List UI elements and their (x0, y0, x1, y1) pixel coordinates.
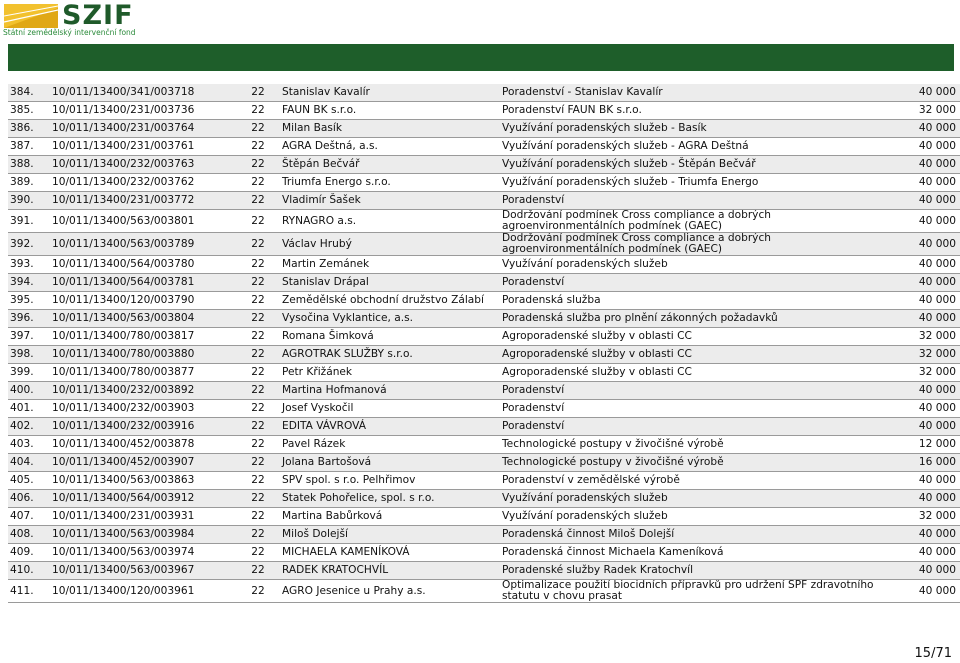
row-registration-id: 10/011/13400/780/003877 (50, 364, 236, 382)
row-recipient-name: EDITA VÁVROVÁ (280, 418, 500, 436)
row-registration-id: 10/011/13400/563/003984 (50, 526, 236, 544)
table-row (8, 138, 960, 156)
table-row (8, 580, 960, 603)
row-code: 22 (236, 156, 280, 174)
row-number: 397. (8, 328, 50, 346)
row-recipient-name: Martin Zemánek (280, 256, 500, 274)
header-bar (8, 44, 954, 71)
row-amount: 40 000 (894, 84, 960, 102)
page-header (0, 0, 960, 42)
row-description: Využívání poradenských služeb (500, 256, 894, 274)
table-row (8, 120, 960, 138)
row-number: 406. (8, 490, 50, 508)
row-amount: 40 000 (894, 174, 960, 192)
table-row (8, 562, 960, 580)
row-amount: 40 000 (894, 472, 960, 490)
row-registration-id: 10/011/13400/564/003781 (50, 274, 236, 292)
row-amount: 40 000 (894, 233, 960, 256)
row-code: 22 (236, 562, 280, 580)
row-registration-id: 10/011/13400/231/003772 (50, 192, 236, 210)
row-number: 388. (8, 156, 50, 174)
row-number: 396. (8, 310, 50, 328)
logo-text: SZIF (62, 0, 134, 31)
row-amount: 40 000 (894, 138, 960, 156)
row-number: 409. (8, 544, 50, 562)
row-description: Poradenství v zemědělské výrobě (500, 472, 894, 490)
row-code: 22 (236, 174, 280, 192)
row-number: 407. (8, 508, 50, 526)
row-code: 22 (236, 364, 280, 382)
logo-subtitle: Státní zemědělský intervenční fond (3, 28, 136, 37)
row-recipient-name: AGRO Jesenice u Prahy a.s. (280, 580, 500, 603)
row-recipient-name: Martina Hofmanová (280, 382, 500, 400)
row-number: 402. (8, 418, 50, 436)
row-code: 22 (236, 526, 280, 544)
row-description: Technologické postupy v živočišné výrobě (500, 436, 894, 454)
row-number: 400. (8, 382, 50, 400)
row-amount: 40 000 (894, 418, 960, 436)
row-description: Využívání poradenských služeb - Štěpán Bečvář (500, 156, 894, 174)
table-row (8, 310, 960, 328)
row-description: Poradenské služby Radek Kratochvíl (500, 562, 894, 580)
row-amount: 40 000 (894, 562, 960, 580)
row-registration-id: 10/011/13400/232/003892 (50, 382, 236, 400)
row-recipient-name: Štěpán Bečvář (280, 156, 500, 174)
row-amount: 32 000 (894, 328, 960, 346)
table-row (8, 102, 960, 120)
row-amount: 32 000 (894, 102, 960, 120)
row-amount: 12 000 (894, 436, 960, 454)
row-code: 22 (236, 418, 280, 436)
row-number: 405. (8, 472, 50, 490)
row-number: 387. (8, 138, 50, 156)
row-number: 385. (8, 102, 50, 120)
row-amount: 40 000 (894, 210, 960, 233)
row-recipient-name: Josef Vyskočil (280, 400, 500, 418)
row-description: Poradenství (500, 418, 894, 436)
row-code: 22 (236, 256, 280, 274)
row-amount: 40 000 (894, 156, 960, 174)
row-amount: 16 000 (894, 454, 960, 472)
row-description: Poradenství (500, 274, 894, 292)
row-code: 22 (236, 84, 280, 102)
row-code: 22 (236, 580, 280, 603)
row-description: Poradenství (500, 400, 894, 418)
row-recipient-name: Václav Hrubý (280, 233, 500, 256)
row-amount: 40 000 (894, 490, 960, 508)
row-code: 22 (236, 233, 280, 256)
row-description: Technologické postupy v živočišné výrobě (500, 454, 894, 472)
row-recipient-name: Miloš Dolejší (280, 526, 500, 544)
row-code: 22 (236, 544, 280, 562)
row-registration-id: 10/011/13400/231/003761 (50, 138, 236, 156)
row-number: 389. (8, 174, 50, 192)
row-code: 22 (236, 508, 280, 526)
row-code: 22 (236, 454, 280, 472)
row-registration-id: 10/011/13400/120/003961 (50, 580, 236, 603)
row-amount: 32 000 (894, 508, 960, 526)
row-description: Agroporadenské služby v oblasti CC (500, 364, 894, 382)
row-registration-id: 10/011/13400/231/003764 (50, 120, 236, 138)
row-recipient-name: Vladimír Šašek (280, 192, 500, 210)
row-code: 22 (236, 138, 280, 156)
row-recipient-name: Milan Basík (280, 120, 500, 138)
row-amount: 32 000 (894, 346, 960, 364)
row-description: Optimalizace použití biocidních přípravků pro udržení SPF zdravotního statutu v chovu prasat (500, 580, 894, 603)
table-row (8, 364, 960, 382)
table-row (8, 156, 960, 174)
row-code: 22 (236, 210, 280, 233)
row-recipient-name: Statek Pohořelice, spol. s r.o. (280, 490, 500, 508)
table-row (8, 472, 960, 490)
row-number: 398. (8, 346, 50, 364)
table-row (8, 84, 960, 102)
table-row (8, 274, 960, 292)
row-registration-id: 10/011/13400/452/003878 (50, 436, 236, 454)
row-code: 22 (236, 102, 280, 120)
row-amount: 40 000 (894, 526, 960, 544)
row-description: Dodržování podmínek Cross compliance a dobrých agroenvironmentálních podmínek (GAEC) (500, 233, 894, 256)
row-recipient-name: Jolana Bartošová (280, 454, 500, 472)
row-recipient-name: RYNAGRO a.s. (280, 210, 500, 233)
row-registration-id: 10/011/13400/563/003801 (50, 210, 236, 233)
row-number: 399. (8, 364, 50, 382)
row-registration-id: 10/011/13400/232/003762 (50, 174, 236, 192)
row-code: 22 (236, 436, 280, 454)
row-registration-id: 10/011/13400/231/003931 (50, 508, 236, 526)
row-code: 22 (236, 382, 280, 400)
row-recipient-name: Stanislav Drápal (280, 274, 500, 292)
row-description: Poradenská činnost Michaela Kameníková (500, 544, 894, 562)
row-description: Poradenství - Stanislav Kavalír (500, 84, 894, 102)
row-registration-id: 10/011/13400/452/003907 (50, 454, 236, 472)
row-code: 22 (236, 328, 280, 346)
row-code: 22 (236, 346, 280, 364)
row-registration-id: 10/011/13400/563/003804 (50, 310, 236, 328)
table-row (8, 174, 960, 192)
row-description: Využívání poradenských služeb - AGRA Deštná (500, 138, 894, 156)
row-description: Využívání poradenských služeb - Triumfa Energo (500, 174, 894, 192)
row-registration-id: 10/011/13400/564/003780 (50, 256, 236, 274)
row-description: Poradenství FAUN BK s.r.o. (500, 102, 894, 120)
row-amount: 40 000 (894, 120, 960, 138)
table-row (8, 233, 960, 256)
row-code: 22 (236, 310, 280, 328)
row-registration-id: 10/011/13400/563/003974 (50, 544, 236, 562)
row-amount: 40 000 (894, 192, 960, 210)
row-amount: 40 000 (894, 310, 960, 328)
table-row (8, 256, 960, 274)
row-code: 22 (236, 120, 280, 138)
table-row (8, 436, 960, 454)
szif-logo-icon (4, 4, 58, 28)
recipients-table (8, 84, 960, 603)
row-recipient-name: Romana Šimková (280, 328, 500, 346)
table-row (8, 454, 960, 472)
row-description: Poradenská činnost Miloš Dolejší (500, 526, 894, 544)
row-registration-id: 10/011/13400/120/003790 (50, 292, 236, 310)
row-amount: 40 000 (894, 400, 960, 418)
row-amount: 40 000 (894, 292, 960, 310)
row-description: Agroporadenské služby v oblasti CC (500, 328, 894, 346)
row-number: 410. (8, 562, 50, 580)
row-description: Využívání poradenských služeb (500, 508, 894, 526)
table-row (8, 210, 960, 233)
row-description: Využívání poradenských služeb - Basík (500, 120, 894, 138)
row-description: Dodržování podmínek Cross compliance a dobrých agroenvironmentálních podmínek (GAEC) (500, 210, 894, 233)
row-description: Agroporadenské služby v oblasti CC (500, 346, 894, 364)
row-registration-id: 10/011/13400/341/003718 (50, 84, 236, 102)
row-code: 22 (236, 292, 280, 310)
row-number: 390. (8, 192, 50, 210)
row-number: 401. (8, 400, 50, 418)
row-number: 392. (8, 233, 50, 256)
row-amount: 40 000 (894, 544, 960, 562)
row-code: 22 (236, 400, 280, 418)
row-recipient-name: RADEK KRATOCHVÍL (280, 562, 500, 580)
row-recipient-name: Triumfa Energo s.r.o. (280, 174, 500, 192)
table-row (8, 490, 960, 508)
row-description: Poradenská služba pro plnění zákonných požadavků (500, 310, 894, 328)
row-number: 393. (8, 256, 50, 274)
table-row (8, 544, 960, 562)
row-number: 391. (8, 210, 50, 233)
row-recipient-name: Pavel Rázek (280, 436, 500, 454)
row-registration-id: 10/011/13400/563/003789 (50, 233, 236, 256)
row-registration-id: 10/011/13400/232/003763 (50, 156, 236, 174)
row-registration-id: 10/011/13400/232/003916 (50, 418, 236, 436)
row-number: 386. (8, 120, 50, 138)
page-number: 15/71 (914, 646, 952, 661)
row-number: 394. (8, 274, 50, 292)
row-recipient-name: Martina Babůrková (280, 508, 500, 526)
row-code: 22 (236, 472, 280, 490)
row-registration-id: 10/011/13400/232/003903 (50, 400, 236, 418)
row-registration-id: 10/011/13400/563/003967 (50, 562, 236, 580)
row-number: 408. (8, 526, 50, 544)
row-description: Využívání poradenských služeb (500, 490, 894, 508)
table-row (8, 346, 960, 364)
row-description: Poradenská služba (500, 292, 894, 310)
row-recipient-name: Stanislav Kavalír (280, 84, 500, 102)
table-row (8, 508, 960, 526)
table-row (8, 292, 960, 310)
row-amount: 40 000 (894, 382, 960, 400)
row-amount: 40 000 (894, 274, 960, 292)
row-code: 22 (236, 490, 280, 508)
table-row (8, 400, 960, 418)
row-number: 384. (8, 84, 50, 102)
row-registration-id: 10/011/13400/563/003863 (50, 472, 236, 490)
row-number: 404. (8, 454, 50, 472)
row-registration-id: 10/011/13400/780/003880 (50, 346, 236, 364)
row-number: 403. (8, 436, 50, 454)
row-recipient-name: MICHAELA KAMENÍKOVÁ (280, 544, 500, 562)
row-description: Poradenství (500, 382, 894, 400)
table-row (8, 382, 960, 400)
row-code: 22 (236, 192, 280, 210)
row-code: 22 (236, 274, 280, 292)
row-registration-id: 10/011/13400/564/003912 (50, 490, 236, 508)
row-recipient-name: Petr Křižánek (280, 364, 500, 382)
row-registration-id: 10/011/13400/231/003736 (50, 102, 236, 120)
row-amount: 40 000 (894, 580, 960, 603)
row-recipient-name: AGRA Deštná, a.s. (280, 138, 500, 156)
row-recipient-name: AGROTRAK SLUŽBY s.r.o. (280, 346, 500, 364)
row-amount: 32 000 (894, 364, 960, 382)
row-recipient-name: SPV spol. s r.o. Pelhřimov (280, 472, 500, 490)
row-recipient-name: Zemědělské obchodní družstvo Zálabí (280, 292, 500, 310)
row-amount: 40 000 (894, 256, 960, 274)
table-row (8, 328, 960, 346)
row-registration-id: 10/011/13400/780/003817 (50, 328, 236, 346)
row-recipient-name: Vysočina Vyklantice, a.s. (280, 310, 500, 328)
table-row (8, 418, 960, 436)
row-number: 411. (8, 580, 50, 603)
table-row (8, 526, 960, 544)
row-description: Poradenství (500, 192, 894, 210)
row-number: 395. (8, 292, 50, 310)
table-row (8, 192, 960, 210)
row-recipient-name: FAUN BK s.r.o. (280, 102, 500, 120)
